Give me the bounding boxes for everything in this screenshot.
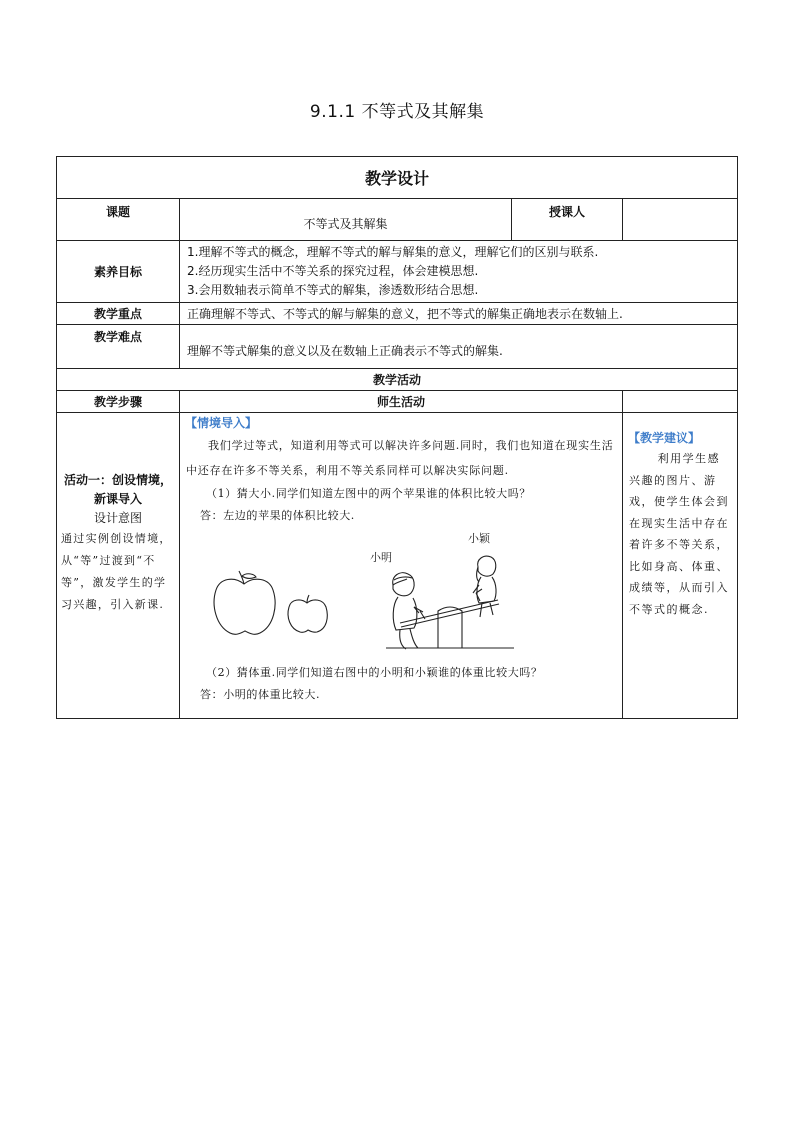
answer-one: 答：左边的苹果的体积比较大.	[200, 509, 355, 522]
design-intent-label: 设计意图	[93, 511, 142, 525]
key-point-label: 教学重点	[57, 303, 180, 325]
steps-label: 教学步骤	[57, 391, 180, 413]
intro-tag: 【情境导入】	[185, 416, 258, 430]
activity-one-cell	[57, 413, 180, 719]
table-heading: 教学设计	[57, 157, 738, 199]
label-xiaoying: 小颖	[468, 532, 490, 545]
intro-paragraph: 我们学过等式，知道利用等式可以解决许多问题.同时，我们也知道在现实生活中还存在许多不等关系，利用不等关系同样可以解决实际问题.	[186, 439, 614, 477]
teacher-student-label: 师生活动	[180, 391, 623, 413]
illustration-area	[180, 527, 622, 662]
question-two: （2）猜体重.同学们知道右图中的小明和小颖谁的体重比较大吗？	[206, 666, 543, 679]
goals-cell	[180, 241, 738, 303]
teacher-label: 授课人	[512, 199, 623, 241]
topic-label: 课题	[57, 199, 180, 241]
illustration-svg	[180, 527, 623, 662]
large-apple-illustration	[214, 571, 275, 634]
table-heading-row	[57, 157, 738, 199]
small-apple-illustration	[288, 595, 327, 632]
topic-value: 不等式及其解集	[180, 199, 512, 241]
goal-item: 2.经历现实生活中不等关系的探究过程，体会建模思想.	[187, 264, 479, 278]
boy-xiaoming-illustration	[393, 573, 423, 649]
teaching-suggestion-cell	[623, 413, 738, 719]
design-intent-text: 通过实例创设情境，从“等”过渡到“不等”，激发学生的学习兴趣，引入新课.	[61, 532, 172, 611]
topic-row	[57, 199, 738, 241]
label-xiaoming: 小明	[370, 551, 392, 564]
difficult-point-value: 理解不等式解集的意义以及在数轴上正确表示不等式的解集.	[180, 325, 738, 369]
steps-header-row	[57, 391, 738, 413]
suggestion-text: 利用学生感兴趣的图片、游戏，使学生体会到在现实生活中存在着许多不等关系，比如身高、体重、成绩等，从而引入不等式的概念.	[629, 452, 729, 616]
difficult-point-label: 教学难点	[57, 325, 180, 369]
answer-two: 答：小明的体重比较大.	[200, 688, 321, 701]
difficult-point-row	[57, 325, 738, 369]
goal-item: 3.会用数轴表示简单不等式的解集，渗透数形结合思想.	[187, 283, 479, 297]
goals-row	[57, 241, 738, 303]
goal-item: 1.理解不等式的概念，理解不等式的解与解集的意义，理解它们的区别与联系.	[187, 245, 599, 259]
activity-one-row	[57, 413, 738, 719]
key-point-value: 正确理解不等式、不等式的解与解集的意义，把不等式的解集正确地表示在数轴上.	[180, 303, 738, 325]
key-point-row	[57, 303, 738, 325]
activities-heading-row	[57, 369, 738, 391]
activity-one-content	[180, 413, 623, 719]
document-title: 9.1.1 不等式及其解集	[309, 102, 485, 122]
teacher-value	[623, 199, 738, 241]
blank-header-cell	[623, 391, 738, 413]
question-one: （1）猜大小.同学们知道左图中的两个苹果谁的体积比较大吗？	[206, 487, 531, 500]
suggestion-tag: 【教学建议】	[628, 431, 701, 445]
activities-heading: 教学活动	[57, 369, 738, 391]
activity-one-title: 活动一：创设情境，新课导入	[63, 473, 172, 506]
goals-label: 素养目标	[57, 241, 180, 303]
lesson-design-table	[56, 156, 738, 719]
